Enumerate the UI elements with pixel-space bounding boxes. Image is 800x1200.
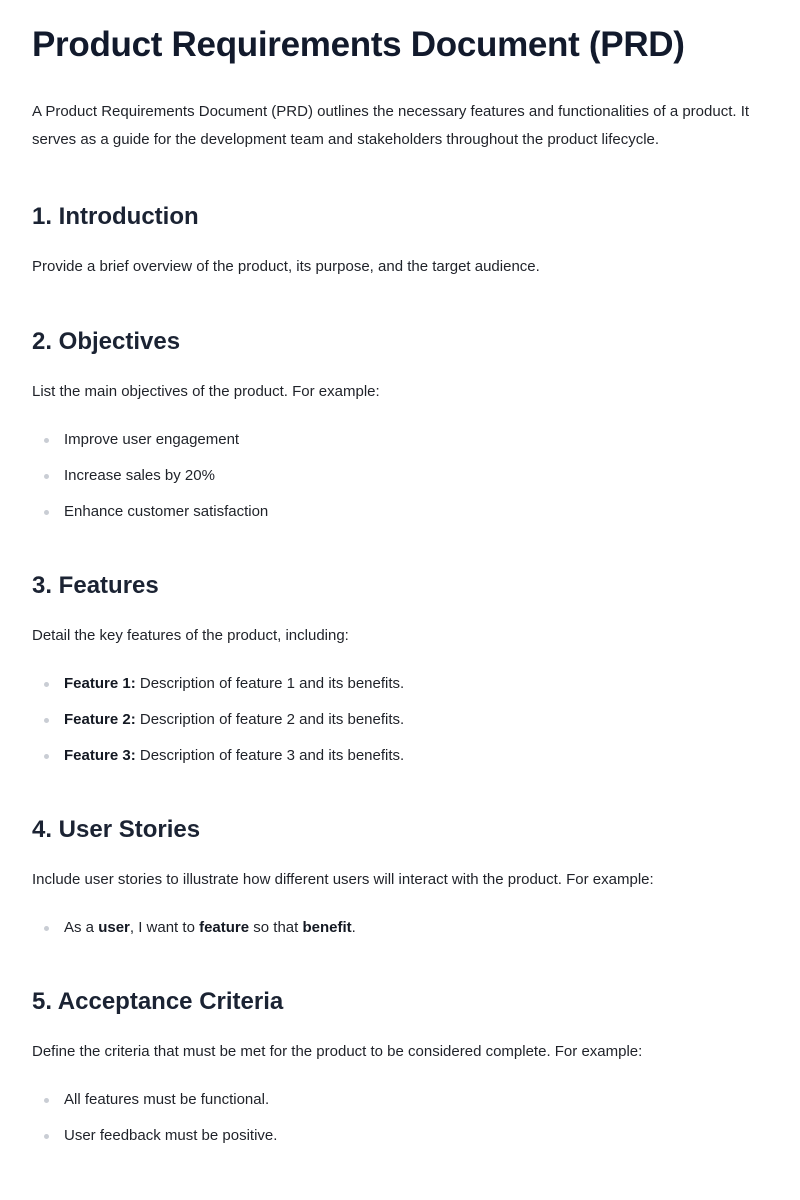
story-feature: feature <box>199 919 250 936</box>
section-heading-objectives: 2. Objectives <box>32 328 181 355</box>
list-item <box>32 708 768 732</box>
bullet-icon <box>44 510 49 515</box>
section-introduction <box>32 201 768 279</box>
bullet-icon <box>44 1134 49 1139</box>
list-item <box>32 916 768 940</box>
list-item <box>32 1088 768 1112</box>
feature-label: Feature 2: <box>64 711 136 728</box>
bullet-icon <box>44 754 49 759</box>
section-acceptance-criteria <box>32 986 768 1148</box>
bullet-icon <box>44 438 49 443</box>
page-title: Product Requirements Document (PRD) <box>32 25 685 64</box>
bullet-icon <box>44 1098 49 1103</box>
section-heading-user-stories: 4. User Stories <box>32 816 201 843</box>
story-text: As a <box>64 919 99 936</box>
feature-label: Feature 1: <box>64 675 136 692</box>
features-text: Detail the key features of the product, including: <box>32 627 349 644</box>
feature-label: Feature 3: <box>64 747 136 764</box>
list-item <box>32 428 768 452</box>
section-heading-introduction: 1. Introduction <box>32 203 199 230</box>
bullet-icon <box>44 682 49 687</box>
list-item <box>32 672 768 696</box>
story-benefit: benefit <box>302 919 352 936</box>
list-item <box>32 500 768 524</box>
list-item-text: User feedback must be positive. <box>64 1127 278 1144</box>
section-heading-features: 3. Features <box>32 572 159 599</box>
acceptance-text: Define the criteria that must be met for the product to be considered complete. For example: <box>32 1043 643 1060</box>
list-item-text: Improve user engagement <box>64 431 240 448</box>
list-item <box>32 464 768 488</box>
list-item-text: All features must be functional. <box>64 1091 270 1108</box>
user-stories-list <box>32 916 768 940</box>
list-item-text: Increase sales by 20% <box>64 467 215 484</box>
feature-description: Description of feature 2 and its benefits. <box>135 711 405 728</box>
section-user-stories <box>32 814 768 940</box>
bullet-icon <box>44 474 49 479</box>
list-item-text: Enhance customer satisfaction <box>64 503 269 520</box>
feature-description: Description of feature 1 and its benefits. <box>135 675 405 692</box>
bullet-icon <box>44 718 49 723</box>
list-item <box>32 1124 768 1148</box>
bullet-icon <box>44 926 49 931</box>
objectives-text: List the main objectives of the product. For example: <box>32 383 380 400</box>
story-text: so that <box>249 919 303 936</box>
story-user: user <box>98 919 130 936</box>
intro-paragraph: A Product Requirements Document (PRD) outlines the necessary features and functionalities of a product. It serves as a guide for the development team and stakeholders throughout the product lifecycle. <box>32 103 750 148</box>
story-text: . <box>351 919 356 936</box>
introduction-text: Provide a brief overview of the product, its purpose, and the target audience. <box>32 258 540 275</box>
list-item <box>32 744 768 768</box>
section-objectives <box>32 326 768 524</box>
section-features <box>32 570 768 768</box>
objectives-list <box>32 428 768 524</box>
feature-description: Description of feature 3 and its benefits. <box>135 747 405 764</box>
story-text: , I want to <box>129 919 200 936</box>
features-list <box>32 672 768 768</box>
section-heading-acceptance-criteria: 5. Acceptance Criteria <box>32 988 284 1015</box>
acceptance-list <box>32 1088 768 1148</box>
user-stories-text: Include user stories to illustrate how different users will interact with the product. For example: <box>32 871 654 888</box>
